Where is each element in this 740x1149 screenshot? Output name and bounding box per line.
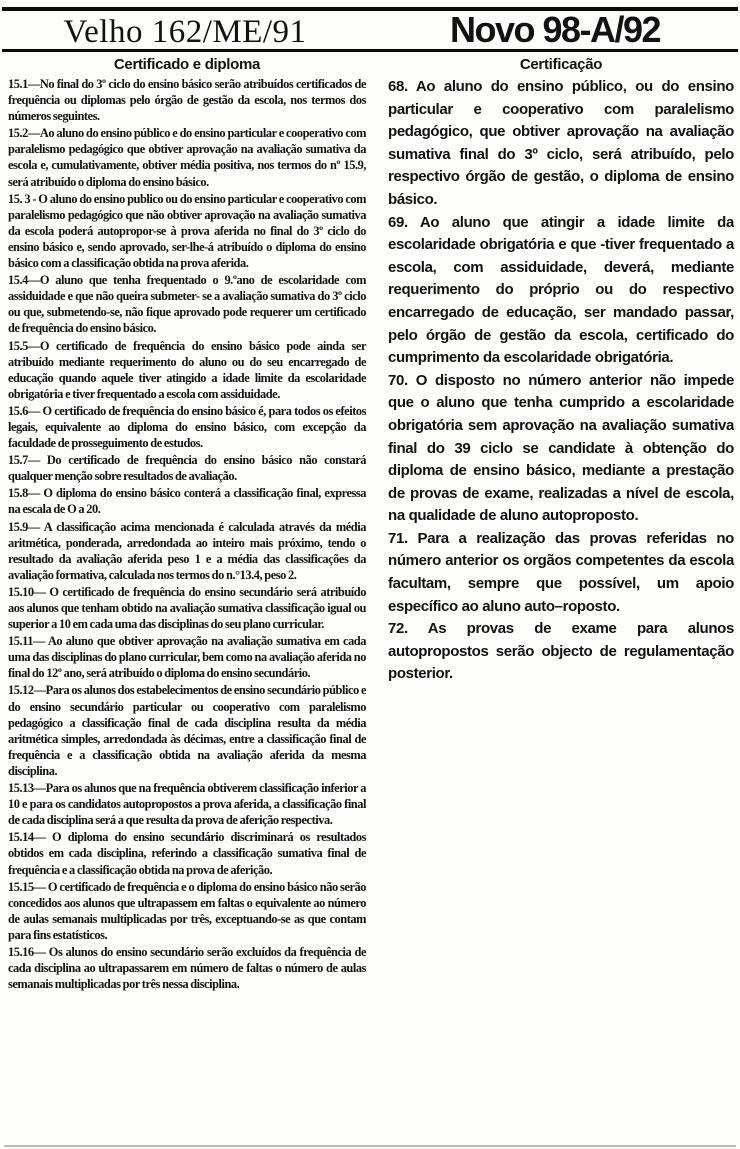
old-decree-title: Velho 162/ME/91 [63, 14, 307, 50]
paragraph-68: 68. Ao aluno do ensino público, ou do ensino particular e cooperativo com paralelismo pedagógico, que obtiver aprovação na avaliação sumativa final do 3º ciclo, será atribuído, pelo respectivo órgão de gestão, o diploma de ensino básico. [388, 78, 734, 208]
new-decree-column [388, 55, 734, 993]
new-column-body [388, 76, 734, 686]
header-row [0, 11, 740, 49]
paragraph-15-1: 15.1—No final do 3º ciclo do ensino básico serão atribuídos certificados de frequência ou diplomas pelo órgão de gestão da escola, nos termos dos números seguintes. [8, 77, 366, 124]
paragraph-15-6: 15.6— O certificado de frequência do ensino básico é, para todos os efeitos legais, equivalente ao diploma do ensino básico, com excepção da faculdade de prosseguimento de estudos. [8, 403, 366, 451]
comparison-columns [0, 52, 740, 993]
paragraph-15-8: 15.8— O diploma do ensino básico conterá a classificação final, expressa na escala de O a 20. [8, 486, 366, 517]
paragraph-15-10: 15.10— O certificado de frequência do ensino secundário será atribuído aos alunos que tenham obtido na avaliação sumativa classificação igual ou superior a 10 em cada uma das disciplinas do seu plano curricular. [8, 584, 366, 632]
new-column-heading: Certificação [519, 56, 603, 73]
old-column-heading: Certificado e diploma [113, 56, 261, 73]
paragraph-15-11: 15.11— Ao aluno que obtiver aprovação na avaliação sumativa em cada uma das disciplinas do plano curricular, bem como na avaliação aferida no final do 12º ano, será atribuído o diploma do ensino secundário. [8, 634, 366, 681]
paragraph-15-7: 15.7— Do certificado de frequência do ensino básico não constará qualquer menção sobre resultados de avaliação. [8, 453, 366, 484]
paragraph-15-14: 15.14— O diploma do ensino secundário discriminará os resultados obtidos em cada disciplina, referindo a classificação sumativa final de frequência e a classificação obtida na prova de aferição. [8, 830, 366, 877]
paragraph-15-9: 15.9— A classificação acima mencionada é calculada através da média aritmética, ponderada, arredondada ao inteiro mais próximo, tendo o resultado da avaliação aferida peso 1 e a média das classificações da avaliação formativa, calculada nos termos do n.°13.4, peso 2. [8, 519, 366, 582]
paragraph-15-4: 15.4—O aluno que tenha frequentado o 9.ºano de escolaridade com assiduidade e que não queira submeter- se a avaliação sumativa do 3º ciclo ou que, submetendo-se, não fique aprovado pode requerer um certificado de frequência do ensino básico. [8, 273, 366, 336]
new-decree-title: Novo 98-A/92 [449, 9, 661, 50]
paragraph-69: 69. Ao aluno que atingir a idade limite da escolaridade obrigatória e que -tiver frequentado a escola, com assiduidade, deverá, mediante requerimento do próprio ou do respectivo encarregado de educação, ser mandado passar, pelo órgão de gestão da escola, certificado do cumprimento da escolaridade obrigatória. [388, 213, 734, 367]
bottom-rule [4, 1145, 736, 1147]
paragraph-15-16: 15.16— Os alunos do ensino secundário serão excluídos da frequência de cada disciplina ao ultrapassarem em número de faltas o número de aulas semanais multiplicadas por três nessa disciplina. [8, 944, 366, 992]
old-column-body [8, 76, 366, 992]
paragraph-15-5: 15.5—O certificado de frequência do ensino básico pode ainda ser atribuído mediante requerimento do aluno ou do seu encarregado de educação quando aquele tiver atingido a idade limite da escolaridade obrigatória e tiver frequentado a escola com assiduidade. [8, 338, 366, 401]
paragraph-15-12: 15.12—Para os alunos dos estabelecimentos de ensino secundário público e do ensino secundário particular ou cooperativo com paralelismo pedagógico a classificação final de cada disciplina resulta da média aritmética simples, arredondada às décimas, entre a classificação final de frequência e a classificação obtida na avaliação aferida da mesma disciplina. [8, 683, 366, 778]
paragraph-15-15: 15.15— O certificado de frequência e o diploma do ensino básico não serão concedidos aos alunos que ultrapassem em faltas o equivalente ao número de aulas semanais multiplicadas por três, exceptuando-se as que contam para fins estatísticos. [8, 879, 366, 942]
paragraph-72: 72. As provas de exame para alunos autopropostos serão objecto de regulamentação posterior. [388, 620, 734, 683]
paragraph-15-13: 15.13—Para os alunos que na frequência obtiverem classificação inferior a 10 e para os candidatos autopropostos a prova aferida, a classificação final de cada disciplina será a que resulta da prova de aferição respectiva. [8, 781, 366, 828]
old-decree-column [8, 55, 366, 993]
paragraph-70: 70. O disposto no número anterior não impede que o aluno que tenha cumprido a escolaridade obrigatória sem aprovação na avaliação sumativa final do 39 ciclo se candidate à obtenção do diploma de ensino básico, mediante a prestação de provas de exame, realizadas a nível de escola, na qualidade de aluno autoproposto. [388, 371, 734, 525]
paragraph-71: 71. Para a realização das provas referidas no número anterior os orgãos competentes da escola facultam, sempre que possível, um apoio específico ao aluno auto–roposto. [388, 529, 734, 615]
paragraph-15-3: 15. 3 - O aluno do ensino publico ou do ensino particular e cooperativo com paralelismo pedagógico que não obtiver aprovação na avaliação sumativa da escola poderá autopropor-se à prova aferida no final do 3º ciclo do ensino básico e, sendo aprovado, ser-lhe-á atribuído o diploma do ensino básico com a classificação obtida na prova aferida. [8, 191, 366, 271]
paragraph-15-2: 15.2—Ao aluno do ensino público e do ensino particular e cooperativo com paralelismo pedagógico que obtiver aprovação na avaliação sumativa da escola e, cumulativamente, obtiver média positiva, nos termos do nº 15.9, será atribuído o diploma do ensino básico. [8, 126, 366, 189]
